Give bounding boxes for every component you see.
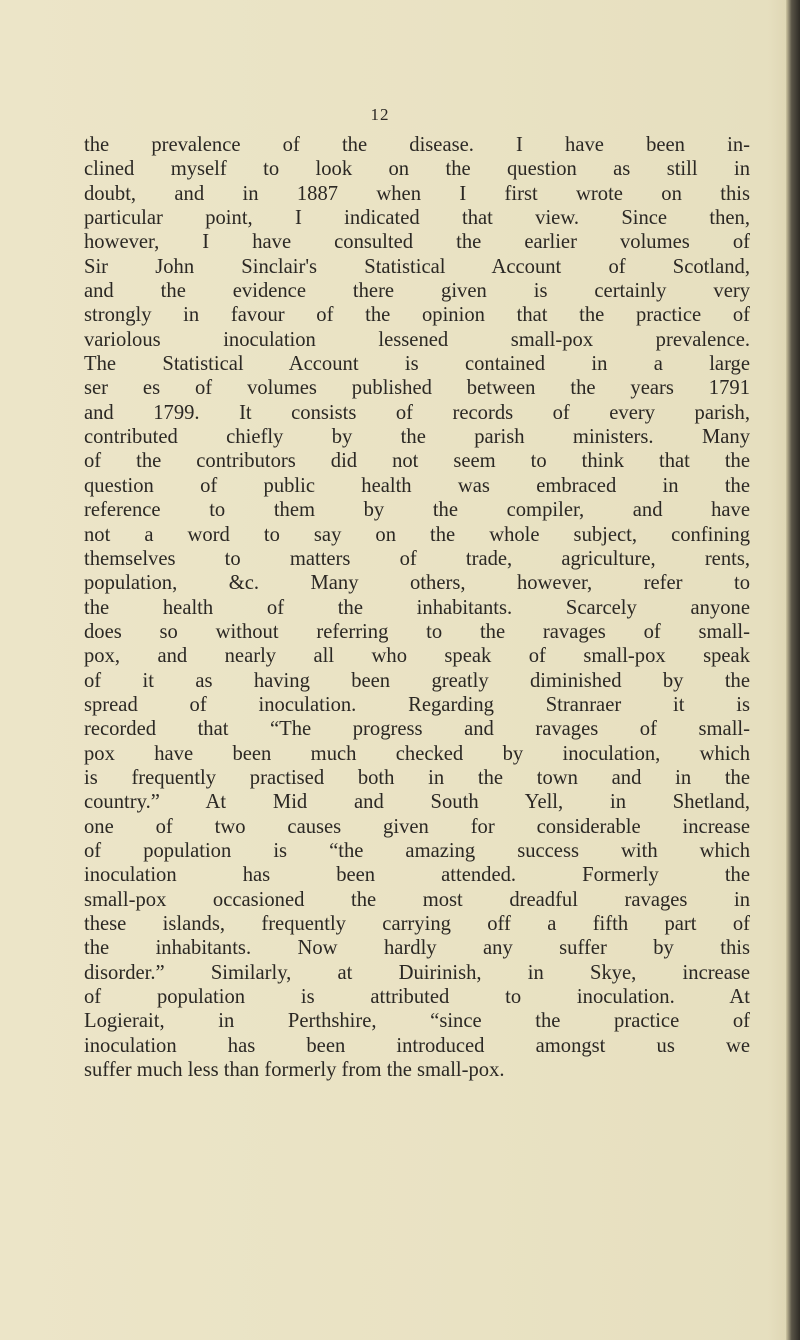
text-line: Sir John Sinclair's Statistical Account of Scotland, (84, 255, 750, 278)
text-line: the prevalence of the disease. I have been in- (84, 134, 750, 156)
text-line: small-pox occasioned the most dreadful ravages in (84, 888, 750, 911)
text-line: Logierait, in Perthshire, “since the practice of (84, 1010, 750, 1033)
text-line: recorded that “The progress and ravages of small- (84, 718, 750, 741)
page-edge-shadow (786, 0, 800, 1340)
text-line: the inhabitants. Now hardly any suffer by this (84, 937, 750, 960)
text-line: is frequently practised both in the town and in the (84, 766, 750, 789)
text-line: particular point, I indicated that view. Since then, (84, 207, 750, 230)
text-line: pox have been much checked by inoculation, which (84, 742, 750, 765)
text-line: these islands, frequently carrying off a fifth part of (84, 913, 750, 935)
text-line: variolous inoculation lessened small-pox prevalence. (84, 328, 750, 351)
page-number: 12 (370, 105, 390, 124)
text-line: the health of the inhabitants. Scarcely anyone (84, 596, 750, 619)
text-line: does so without referring to the ravages of small- (84, 620, 750, 643)
text-line: reference to them by the compiler, and have (84, 499, 750, 522)
text-line: ser es of volumes published between the years 1791 (84, 377, 750, 400)
text-line: doubt, and in 1887 when I first wrote on this (84, 182, 750, 205)
body-paragraph (84, 133, 750, 1082)
text-line: suffer much less than formerly from the small-pox. (84, 1059, 505, 1082)
text-line: of population is “the amazing success with which (84, 839, 750, 862)
text-line: inoculation has been introduced amongst us we (84, 1034, 750, 1057)
text-line: not a word to say on the whole subject, confining (84, 523, 750, 546)
text-line: themselves to matters of trade, agriculture, rents, (84, 547, 750, 570)
text-line: population, &c. Many others, however, refer to (84, 572, 750, 595)
text-line: spread of inoculation. Regarding Stranraer it is (84, 693, 750, 716)
text-line: one of two causes given for considerable increase (84, 815, 750, 838)
text-line: of population is attributed to inoculation. At (84, 986, 750, 1009)
text-line: and the evidence there given is certainly very (84, 280, 750, 303)
text-line: country.” At Mid and South Yell, in Shetland, (84, 791, 750, 814)
text-line: pox, and nearly all who speak of small-pox speak (84, 645, 750, 668)
text-line: of the contributors did not seem to think that the (84, 450, 750, 473)
text-line: contributed chiefly by the parish ministers. Many (84, 426, 750, 449)
text-line: however, I have consulted the earlier volumes of (84, 231, 750, 254)
text-line: The Statistical Account is contained in a large (84, 353, 750, 376)
text-line: question of public health was embraced in the (84, 474, 750, 497)
text-line: inoculation has been attended. Formerly the (84, 864, 750, 887)
text-line: disorder.” Similarly, at Duirinish, in Skye, increase (84, 961, 750, 984)
text-line: clined myself to look on the question as still in (84, 158, 750, 181)
text-line: of it as having been greatly diminished by the (84, 669, 750, 692)
text-line: and 1799. It consists of records of every parish, (84, 401, 750, 424)
text-line: strongly in favour of the opinion that the practice of (84, 304, 750, 327)
